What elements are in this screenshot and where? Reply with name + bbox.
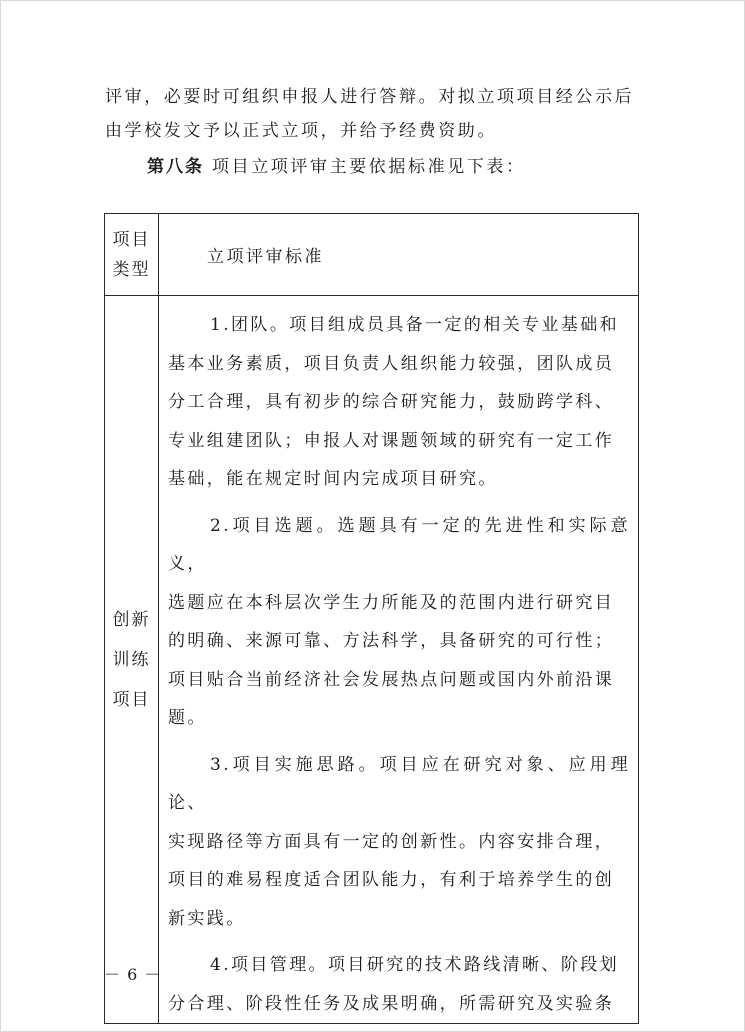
header-project-type — [105, 214, 159, 296]
paragraph-evaluation — [105, 80, 650, 148]
criterion-implementation: 3.项目实施思路。项目应在研究对象、应用理论、 实现路径等方面具有一定的创新性。内容安排合理， 项目的难易程度适合团队能力，有利于培养学生的创 新实践。 — [168, 754, 630, 929]
criterion-team: 1.团队。项目组成员具备一定的相关专业基础和 基本业务素质，项目负责人组织能力较强，团队成员 分工合理，具有初步的综合研究能力，鼓励跨学科、 专业组建团队；申报人对课题领域的研究有一定工作 基础，能在规定时间内完成项目研究。 — [168, 315, 620, 489]
header-type-line-1: 项目 — [112, 229, 151, 250]
criterion-topic: 2.项目选题。选题具有一定的先进性和实际意义， 选题应在本科层次学生力所能及的范围内进行研究目 的明确、来源可靠、方法科学，具备研究的可行性； 项目贴合当前经济社会发展热点问题或国内外前沿课 题。 — [168, 515, 630, 728]
article-8 — [147, 150, 692, 184]
paragraph-line-1: 评审，必要时可组织申报人进行答辩。对拟立项项目经公示后 — [105, 87, 635, 107]
type-line: 训练 — [112, 649, 151, 670]
header-type-line-2: 类型 — [112, 259, 151, 280]
page-number: － 6 － — [104, 965, 162, 984]
article-text: 项目立项评审主要依据标准见下表： — [212, 157, 526, 177]
header-standard: 立项评审标准 — [159, 214, 639, 296]
type-line: 创新 — [112, 609, 151, 630]
standard-cell — [159, 296, 639, 1024]
project-type-cell — [104, 296, 162, 1024]
article-label: 第八条 — [147, 157, 204, 177]
table-header-row — [105, 214, 639, 296]
criteria-table — [104, 213, 639, 1024]
type-line: 项目 — [112, 689, 151, 710]
table-row — [105, 296, 639, 1024]
criterion-management: 4.项目管理。项目研究的技术路线清晰、阶段划 分合理、阶段性任务及成果明确，所需研究及实验条 — [168, 955, 620, 1014]
paragraph-line-2: 由学校发文予以正式立项，并给予经费资助。 — [105, 121, 497, 141]
